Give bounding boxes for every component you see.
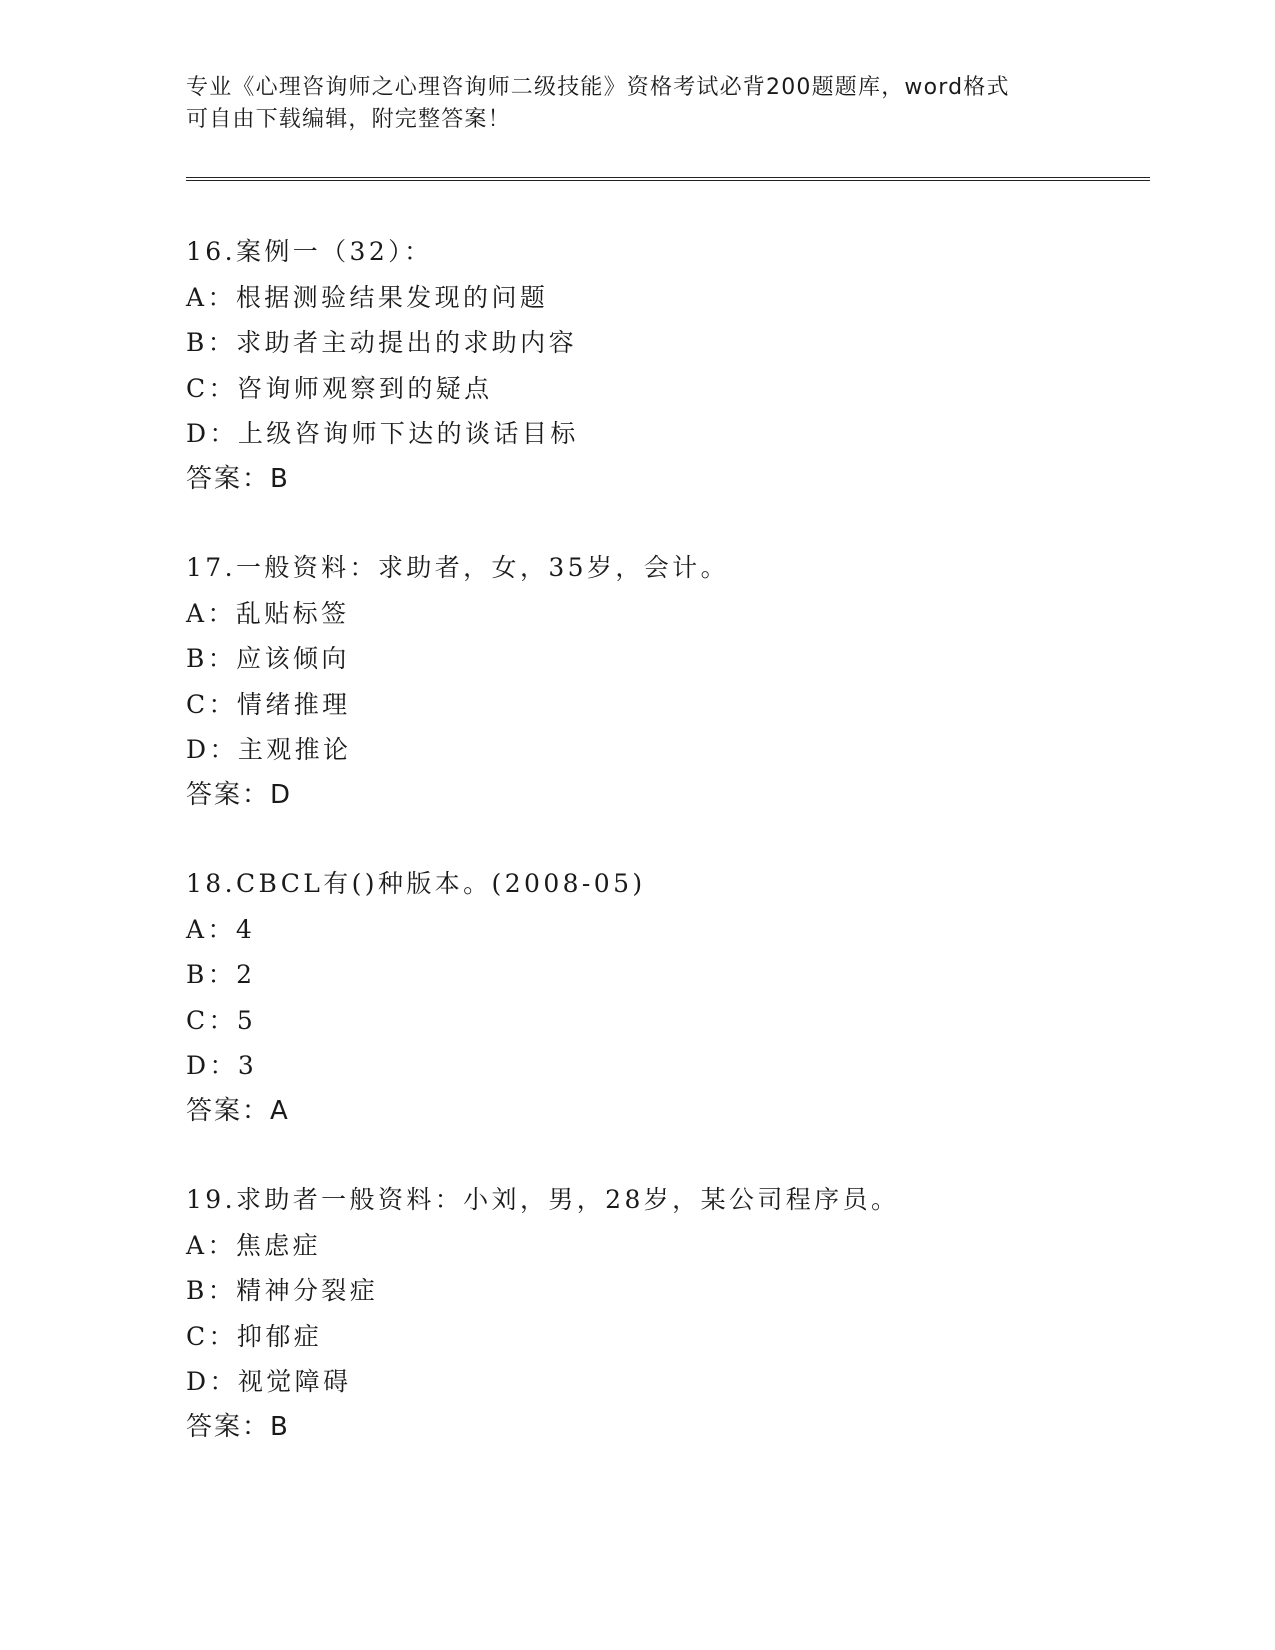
question-block (186, 545, 1146, 818)
option-d: D：主观推论 (186, 735, 352, 764)
option-a: A：乱贴标签 (186, 598, 350, 628)
question-block (186, 229, 1146, 502)
answer-line: 答案：A (186, 1095, 290, 1126)
question-title: 16.案例一（32）： (186, 237, 433, 266)
header-line-1: 专业《心理咨询师之心理咨询师二级技能》资格考试必背200题题库，word格式 (186, 75, 1010, 100)
question-title: 17.一般资料：求助者，女，35岁，会计。 (186, 553, 729, 582)
answer-line: 答案：B (186, 1411, 290, 1442)
option-d: D：3 (186, 1051, 258, 1080)
option-d: D：上级咨询师下达的谈话目标 (186, 419, 579, 448)
header-line-2: 可自由下载编辑，附完整答案！ (186, 107, 511, 132)
header-divider (186, 177, 1150, 181)
question-block (186, 861, 1146, 1134)
option-d: D：视觉障碍 (186, 1367, 352, 1396)
option-a: A：焦虑症 (186, 1230, 322, 1260)
option-b: B：2 (186, 960, 256, 989)
answer-line: 答案：D (186, 779, 293, 810)
option-a: A：4 (186, 914, 256, 944)
document-header (186, 72, 1086, 136)
option-c: C：5 (186, 1005, 257, 1035)
option-b: B：应该倾向 (186, 644, 350, 673)
option-c: C：情绪推理 (186, 689, 351, 719)
option-b: B：求助者主动提出的求助内容 (186, 328, 577, 357)
question-title: 18.CBCL有()种版本。(2008-05) (186, 869, 646, 898)
answer-line: 答案：B (186, 463, 290, 494)
option-b: B：精神分裂症 (186, 1276, 379, 1305)
question-block (186, 1177, 1146, 1450)
option-c: C：咨询师观察到的疑点 (186, 373, 493, 403)
option-c: C：抑郁症 (186, 1321, 323, 1351)
option-a: A：根据测验结果发现的问题 (186, 282, 549, 312)
question-title: 19.求助者一般资料：小刘，男，28岁，某公司程序员。 (186, 1185, 900, 1214)
